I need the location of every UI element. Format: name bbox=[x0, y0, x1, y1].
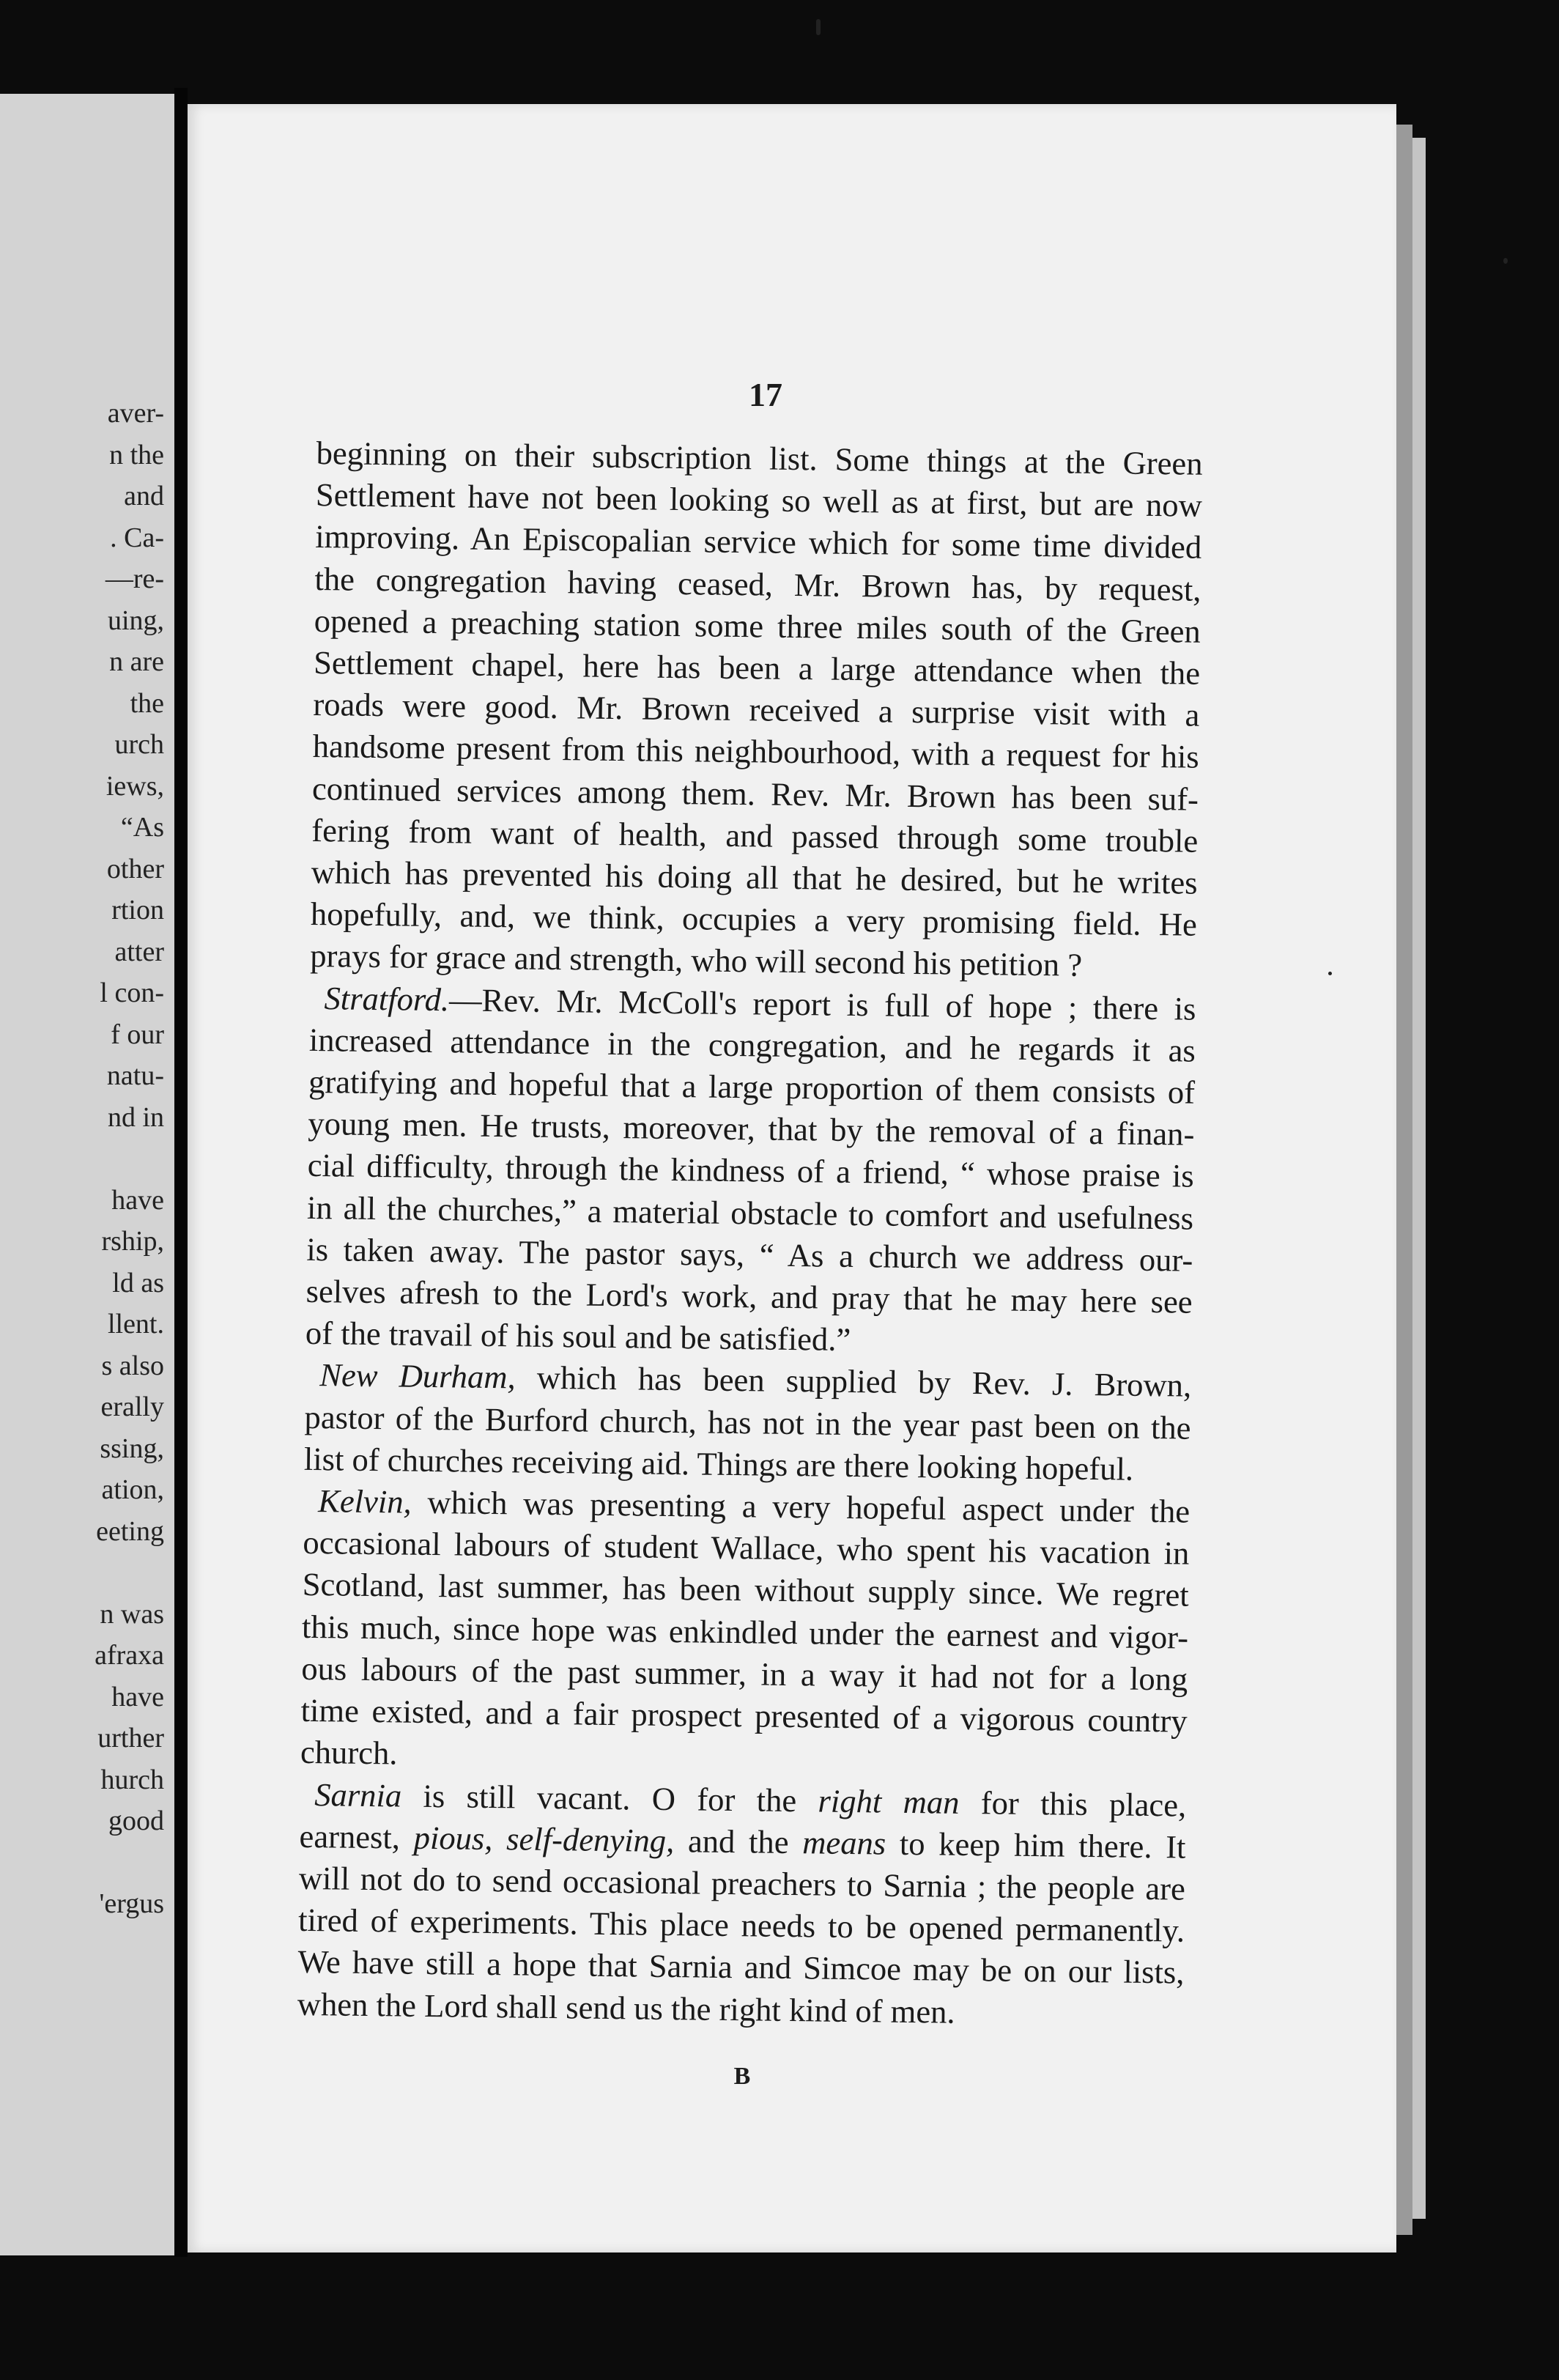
italic-text-segment: Stratford. bbox=[324, 979, 450, 1018]
left-page-text-fragment: hurch bbox=[100, 1764, 164, 1795]
text-segment: roads were good. Mr. Brown received a surprise visit with a bbox=[313, 686, 1200, 733]
text-segment: is still vacant. O for the bbox=[401, 1777, 818, 1819]
text-segment: selves afresh to the Lord's work, and pray that he may here see bbox=[305, 1272, 1193, 1320]
text-segment: which has been supplied by Rev. J. Brown, bbox=[515, 1359, 1192, 1405]
left-page-text-fragment: ation, bbox=[101, 1474, 164, 1505]
text-segment: and the bbox=[673, 1822, 803, 1860]
left-page-text-fragment: n was bbox=[100, 1598, 164, 1630]
left-page-text-fragment: llent. bbox=[107, 1309, 164, 1339]
text-segment: hopefully, and, we think, occupies a very promising field. He bbox=[310, 895, 1198, 943]
italic-text-segment: right man bbox=[818, 1782, 960, 1821]
left-page-fragment bbox=[0, 94, 174, 2255]
text-segment: church. bbox=[300, 1734, 398, 1772]
italic-text-segment: Sarnia bbox=[314, 1775, 402, 1814]
text-segment: to keep him there. It bbox=[885, 1825, 1186, 1866]
text-segment: in all the churches,” a material obstacle to comfort and usefulness bbox=[306, 1189, 1194, 1237]
left-page-text-fragment: good bbox=[108, 1806, 164, 1836]
left-page-text-fragment: n are bbox=[109, 646, 164, 677]
page-number: 17 bbox=[749, 376, 782, 413]
left-page-text-fragment: rship, bbox=[101, 1226, 164, 1257]
left-page-text-fragment: n the bbox=[109, 439, 164, 470]
text-segment: young men. He trusts, moreover, that by the removal of a finan- bbox=[308, 1105, 1195, 1153]
left-page-text-fragment: erally bbox=[100, 1392, 164, 1422]
text-segment: list of churches receiving aid. Things are there looking hopeful. bbox=[303, 1440, 1134, 1488]
text-segment: ous labours of the past summer, in a way it had not for a long bbox=[301, 1649, 1188, 1698]
book-gutter bbox=[174, 88, 188, 2257]
text-segment: Settlement have not been looking so well as at first, but are now bbox=[315, 476, 1203, 524]
italic-text-segment: Kelvin, bbox=[317, 1482, 412, 1520]
left-page-text-fragment: iews, bbox=[105, 770, 164, 802]
dust-speck bbox=[1328, 972, 1332, 975]
left-page-text-fragment: l con- bbox=[100, 978, 164, 1008]
text-segment: when the Lord shall send us the right kind of men. bbox=[297, 1985, 955, 2030]
text-segment: is taken away. The pastor says, “ As a church we address our- bbox=[306, 1230, 1193, 1279]
text-segment: handsome present from this neighbourhood, with a request for his bbox=[312, 728, 1199, 776]
text-segment: fering from want of health, and passed through some trouble bbox=[311, 811, 1199, 860]
page-edge-outer bbox=[1412, 138, 1426, 2219]
left-page-text-fragment: —re- bbox=[105, 563, 164, 594]
text-segment: opened a preaching station some three miles south of the Green bbox=[314, 602, 1201, 650]
italic-text-segment: pious, self-denying, bbox=[413, 1819, 675, 1859]
text-segment: —Rev. Mr. McColl's report is full of hope ; there is bbox=[448, 980, 1196, 1027]
left-page-text-fragment: urther bbox=[97, 1723, 164, 1753]
left-page-text-fragment: afraxa bbox=[95, 1640, 164, 1671]
left-page-text-fragment: have bbox=[111, 1681, 164, 1712]
text-segment: increased attendance in the congregation, and he regards it as bbox=[308, 1021, 1196, 1069]
left-page-text-fragment: ssing, bbox=[100, 1433, 164, 1464]
left-page-text-fragment: eeting bbox=[96, 1515, 164, 1547]
text-segment: of the travail of his soul and be satisfied.” bbox=[305, 1315, 851, 1359]
left-page-text-fragment: and bbox=[124, 481, 164, 511]
dust-speck bbox=[1503, 258, 1508, 264]
text-segment: tired of experiments. This place needs to be opened permanently. bbox=[297, 1901, 1185, 1949]
text-segment: earnest, bbox=[299, 1817, 415, 1856]
text-segment: which has prevented his doing all that he desired, but he writes bbox=[311, 853, 1198, 901]
left-page-text-fragment: natu- bbox=[106, 1060, 164, 1091]
left-page-text-fragment: s also bbox=[101, 1350, 164, 1381]
italic-text-segment: New Durham, bbox=[319, 1356, 516, 1396]
left-page-text-fragment: other bbox=[106, 853, 164, 884]
text-segment: beginning on their subscription list. Some things at the Green bbox=[316, 434, 1203, 482]
left-page-text-fragment: atter bbox=[114, 936, 164, 967]
left-page-text-fragment: ld as bbox=[112, 1267, 164, 1298]
text-segment: prays for grace and strength, who will second his petition ? bbox=[309, 937, 1083, 984]
text-segment: time existed, and a fair prospect presented of a vigorous country bbox=[300, 1691, 1188, 1740]
signature-mark: B bbox=[733, 2063, 751, 2090]
left-page-text-fragment: 'ergus bbox=[99, 1888, 164, 1919]
text-segment: improving. An Episcopalian service which for some time divided bbox=[314, 518, 1202, 566]
left-page-text-fragment: the bbox=[130, 687, 164, 719]
text-segment: pastor of the Burford church, has not in the year past been on the bbox=[304, 1398, 1191, 1446]
text-segment: continued services among them. Rev. Mr. Brown has been suf- bbox=[311, 769, 1199, 818]
left-page-text-fragment: “As bbox=[120, 812, 164, 843]
text-segment: will not do to send occasional preachers to Sarnia ; the people are bbox=[298, 1859, 1186, 1907]
text-segment: Settlement chapel, here has been a large attendance when the bbox=[313, 643, 1201, 692]
left-page-text-fragment: nd in bbox=[107, 1101, 164, 1133]
text-segment: this much, since hope was enkindled under the earnest and vigor- bbox=[301, 1608, 1189, 1656]
text-segment: Scotland, last summer, has been without supply since. We regret bbox=[302, 1566, 1190, 1614]
left-page-text-fragment: rtion bbox=[111, 895, 164, 925]
text-segment: occasional labours of student Wallace, who spent his vacation in bbox=[303, 1524, 1190, 1572]
text-segment: which was presenting a very hopeful aspect under the bbox=[411, 1483, 1190, 1530]
left-page-text-fragment: . Ca- bbox=[110, 522, 164, 553]
italic-text-segment: means bbox=[801, 1823, 886, 1862]
text-segment: We have still a hope that Sarnia and Simcoe may be on our lists, bbox=[297, 1943, 1185, 1991]
dust-speck bbox=[816, 19, 821, 35]
left-page-text-fragment: urch bbox=[114, 729, 164, 760]
text-segment: for this place, bbox=[959, 1784, 1187, 1824]
text-segment: gratifying and hopeful that a large proportion of them consists of bbox=[308, 1062, 1196, 1111]
left-page-text-fragment: f our bbox=[111, 1019, 164, 1050]
page-edge bbox=[1396, 125, 1412, 2235]
left-page-text-fragment: aver- bbox=[107, 398, 164, 429]
text-segment: the congregation having ceased, Mr. Brown has, by request, bbox=[314, 560, 1201, 608]
left-page-text-fragment: uing, bbox=[107, 605, 164, 636]
left-page-text-fragment: have bbox=[111, 1184, 164, 1216]
text-segment: cial difficulty, through the kindness of a friend, “ whose praise is bbox=[307, 1147, 1194, 1195]
body-text bbox=[297, 432, 1202, 2036]
